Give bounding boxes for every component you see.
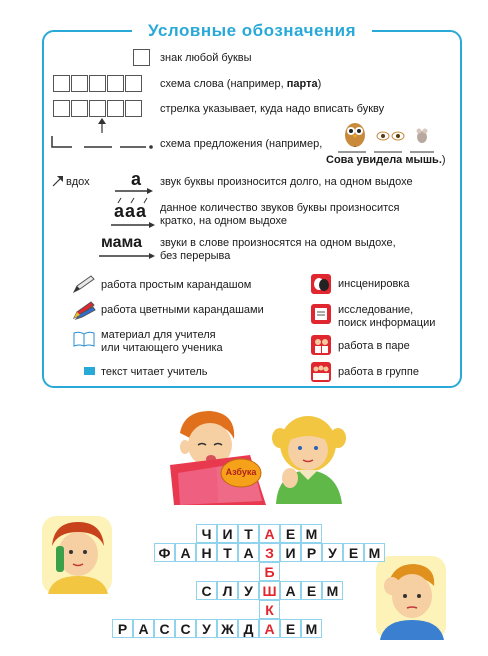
count-sounds-text-1: данное количество звуков буквы произносится — [160, 202, 400, 214]
crossword-cell: Ж — [217, 619, 238, 638]
pencil-text: работа простым карандашом — [101, 279, 252, 291]
crossword-cell-key: Ш — [259, 581, 280, 600]
theater-masks-icon — [311, 274, 331, 294]
material-text-1: материал для учителя — [101, 329, 216, 341]
word-scheme-grid — [53, 75, 143, 92]
group-work-icon — [311, 362, 331, 382]
arrow-text: стрелка указывает, куда надо вписать букву — [160, 103, 385, 115]
crossword-cell: С — [175, 619, 196, 638]
word-sounds-text-2: без перерыва — [160, 250, 231, 262]
crossword-cell: Р — [301, 543, 322, 562]
color-pencils-text: работа цветными карандашами — [101, 304, 264, 316]
pair-work-icon — [311, 335, 331, 355]
breath-label: вдох — [66, 176, 90, 188]
material-text-2: или читающего ученика — [101, 342, 223, 354]
word-sound-line-icon — [98, 252, 156, 260]
mouse-icon — [414, 126, 430, 144]
teacher-reads-marker-icon — [84, 367, 95, 375]
crossword-row-4 — [196, 581, 343, 600]
crossword-cell: И — [280, 543, 301, 562]
crossword-cell: Е — [301, 581, 322, 600]
sentence-scheme-icon — [50, 134, 156, 150]
crossword-cell: Е — [280, 524, 301, 543]
girl-on-phone-illustration — [42, 516, 112, 594]
crossword-cell: М — [301, 524, 322, 543]
crossword-cell: У — [196, 619, 217, 638]
crossword-cell: А — [133, 619, 154, 638]
crossword-cell: С — [154, 619, 175, 638]
crossword-cell: Д — [238, 619, 259, 638]
crossword-cell: Е — [280, 619, 301, 638]
group-work-text: работа в группе — [338, 366, 419, 378]
eyes-icon — [376, 130, 406, 142]
triple-sound-line-icon — [110, 221, 156, 229]
crossword-cell: И — [217, 524, 238, 543]
pencil-icon — [72, 274, 96, 294]
mama-word: мама — [101, 234, 143, 251]
count-sounds-text-2: кратко, на одном выдохе — [160, 215, 288, 227]
crossword-row-6 — [112, 619, 322, 638]
crossword-row-3 — [259, 562, 280, 581]
crossword-cell: Т — [217, 543, 238, 562]
crossword-cell: Р — [112, 619, 133, 638]
crossword-cell: Л — [217, 581, 238, 600]
crossword-cell: Ф — [154, 543, 175, 562]
crossword-cell-key: А — [259, 524, 280, 543]
crossword-cell: Т — [238, 524, 259, 543]
triple-letters: ааа — [114, 201, 148, 221]
sentence-scheme-text: схема предложения (например, — [160, 138, 323, 150]
staging-text: инсценировка — [338, 278, 410, 290]
up-arrow-icon — [96, 118, 108, 134]
word-scheme-text: схема слова (например, парта) — [160, 78, 322, 90]
crossword-cell-key: З — [259, 543, 280, 562]
any-letter-text: знак любой буквы — [160, 52, 252, 64]
crossword-row-1 — [196, 524, 322, 543]
teacher-reads-text: текст читает учитель — [101, 366, 208, 378]
crossword-cell: У — [238, 581, 259, 600]
crossword-cell: М — [322, 581, 343, 600]
crossword-cell: А — [238, 543, 259, 562]
crossword-cell: М — [301, 619, 322, 638]
book-label: Азбука — [225, 467, 257, 477]
crossword-cell: А — [280, 581, 301, 600]
crossword-cell: Н — [196, 543, 217, 562]
crossword-cell-key: К — [259, 600, 280, 619]
sentence-example: Сова увидела мышь.) — [326, 154, 446, 166]
research-text-1: исследование, — [338, 304, 414, 316]
crossword-cell-key: А — [259, 619, 280, 638]
crossword-cell: Е — [343, 543, 364, 562]
long-letter: а — [131, 169, 142, 189]
research-icon — [311, 304, 331, 324]
crossword-cell-key: Б — [259, 562, 280, 581]
word-sounds-text-1: звуки в слове произносятся на одном выдохе, — [160, 237, 396, 249]
owl-icon — [342, 118, 368, 148]
girl-thinking-illustration — [268, 408, 350, 504]
crossword-cell: С — [196, 581, 217, 600]
boy-reading-illustration — [170, 405, 266, 505]
long-sound-text: звук буквы произносится долго, на одном выдохе — [160, 176, 413, 188]
open-book-icon — [72, 330, 96, 348]
crossword-cell: Ч — [196, 524, 217, 543]
crossword-cell: М — [364, 543, 385, 562]
color-pencils-icon — [72, 300, 96, 320]
legend-title: Условные обозначения — [132, 18, 372, 44]
crossword-cell: А — [175, 543, 196, 562]
crossword-row-5 — [259, 600, 280, 619]
breath-arrow-icon — [52, 175, 64, 187]
research-text-2: поиск информации — [338, 317, 436, 329]
letter-cell-icon — [133, 49, 150, 66]
crossword-cell: У — [322, 543, 343, 562]
crossword-row-2 — [154, 543, 385, 562]
arrow-scheme-grid — [53, 100, 143, 117]
long-sound-line-icon — [114, 187, 154, 195]
boy-thinking-illustration — [376, 556, 446, 640]
pair-work-text: работа в паре — [338, 340, 410, 352]
